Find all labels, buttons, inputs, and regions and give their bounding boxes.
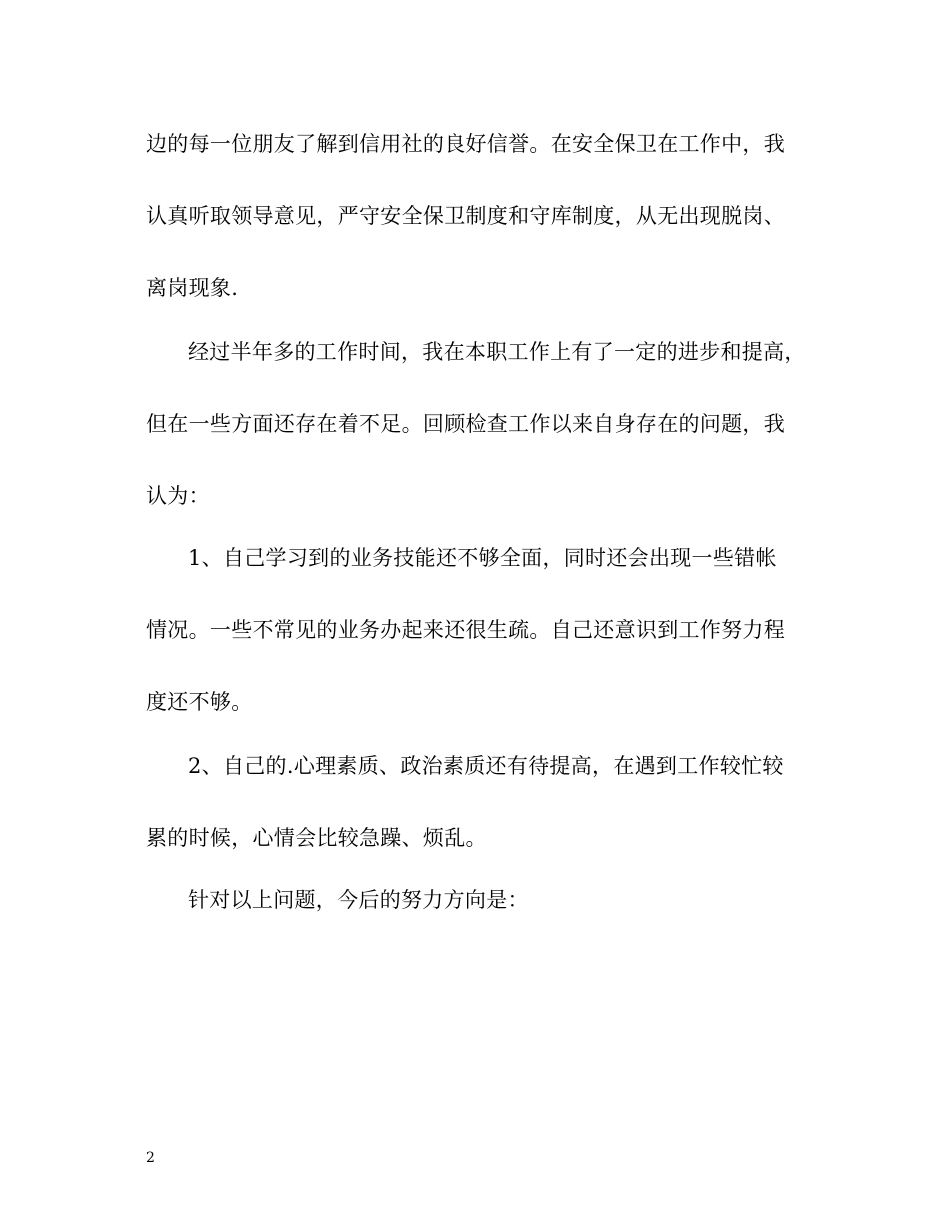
text-line: 情况。一些不常见的业务办起来还很生疏。自己还意识到工作努力程 [146, 618, 785, 642]
text-line: 边的每一位朋友了解到信用社的良好信誉。在安全保卫在工作中，我 [146, 132, 785, 156]
text-line: 累的时候，心情会比较急躁、烦乱。 [146, 826, 487, 850]
text-line: 认真听取领导意见，严守安全保卫制度和守库制度，从无出现脱岗、 [146, 204, 785, 228]
text-line: 度还不够。 [146, 690, 253, 714]
paragraph-start-line: 经过半年多的工作时间，我在本职工作上有了一定的进步和提高， [188, 340, 806, 364]
list-item-2-line: 2、自己的.心理素质、政治素质还有待提高，在遇到工作较忙较 [188, 754, 784, 778]
paragraph-start-line: 针对以上问题，今后的努力方向是： [188, 888, 529, 912]
text-line: 离岗现象. [146, 276, 239, 300]
text-line: 认为： [146, 484, 210, 508]
page-number: 2 [146, 1150, 155, 1166]
text-line: 但在一些方面还存在着不足。回顾检查工作以来自身存在的问题，我 [146, 412, 785, 436]
list-item-1-line: 1、自己学习到的业务技能还不够全面，同时还会出现一些错帐 [188, 546, 777, 570]
